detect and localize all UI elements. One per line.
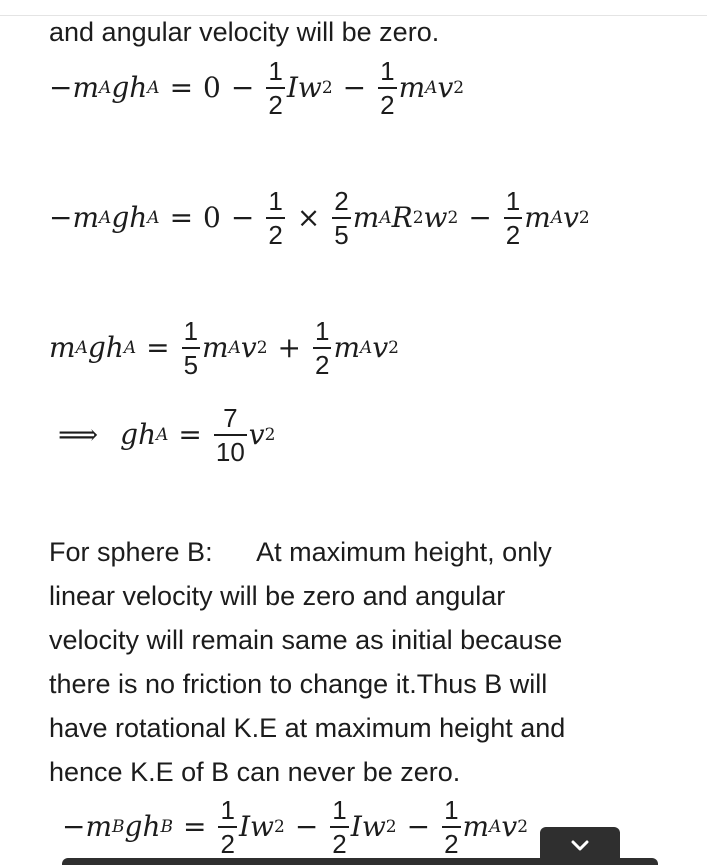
paragraph-line-2: linear velocity will be zero and angular [49,581,506,611]
intro-line: and angular velocity will be zero. [49,17,440,47]
paragraph-line-3: velocity will remain same as initial because [49,625,563,655]
paragraph-line-5: have rotational K.E at maximum height and [49,713,566,743]
equation-1: − m A g h A = 0 − $\frac{1}{2}$ I w 2 − $\frac{1}{2}$ m A v 2 [49,56,465,120]
equation-5: − m B g h B = $\frac{1}{2}$ I w 2 − $\frac{1}{2}$ I w 2 − $\frac{1}{2}$ m A v 2 [62,795,529,859]
scroll-down-button[interactable] [540,827,620,865]
equation-3: m A g h A = $\frac{1}{5}$ m A v 2 + $\frac{1}{2}$ m A v 2 [49,316,399,380]
paragraph-line-6: hence K.E of B can never be zero. [49,757,461,787]
equation-4: ⟹ g h A = $\frac{7}{10}$ v 2 [58,403,276,467]
equation-2: − m A g h A = 0 − $\frac{1}{2}$ × $\frac{2}{5}$ m A R 2 w 2 − $\frac{1}{2}$ m A v 2 [49,186,590,250]
chevron-down-icon [571,840,589,852]
paragraph-line-4: there is no friction to change it.Thus B will [49,669,548,699]
paragraph-line-1: For sphere B: At maximum height, only [49,537,552,567]
